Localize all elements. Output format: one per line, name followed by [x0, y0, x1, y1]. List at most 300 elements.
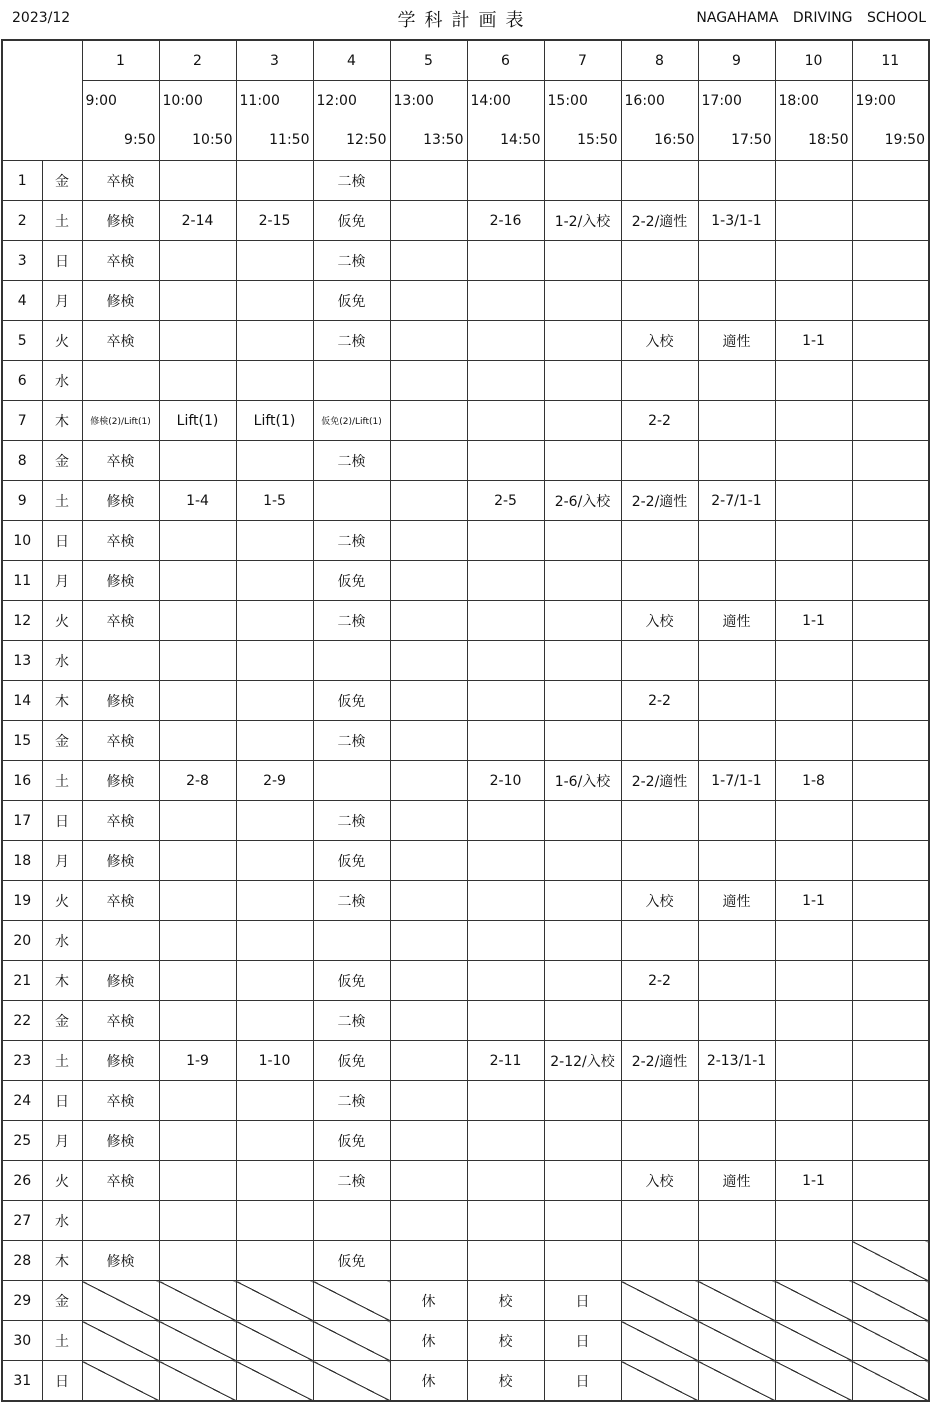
lesson-cell	[236, 801, 313, 841]
day-row	[2, 481, 929, 521]
lesson-cell	[236, 561, 313, 601]
lesson-cell	[159, 721, 236, 761]
period-start-time: 9:00	[85, 93, 117, 109]
struck-out-cell	[698, 1321, 775, 1361]
page-header	[0, 0, 930, 38]
lesson-cell	[467, 161, 544, 201]
lesson-cell	[313, 921, 390, 961]
lesson-cell	[236, 441, 313, 481]
lesson-cell	[82, 641, 159, 681]
period-number: 4	[313, 40, 390, 81]
lesson-cell: 2-2	[621, 401, 698, 441]
lesson-cell: 二検	[313, 241, 390, 281]
day-of-week: 金	[42, 1001, 82, 1041]
lesson-cell: 2-11	[467, 1041, 544, 1081]
day-of-week: 水	[42, 921, 82, 961]
lesson-cell	[467, 321, 544, 361]
period-end-time: 12:50	[346, 132, 387, 148]
day-number: 11	[2, 561, 42, 601]
lesson-cell	[390, 201, 467, 241]
lesson-cell	[467, 1081, 544, 1121]
lesson-cell	[698, 641, 775, 681]
lesson-cell	[852, 241, 929, 281]
lesson-cell	[621, 161, 698, 201]
day-number: 30	[2, 1321, 42, 1361]
lesson-cell	[390, 441, 467, 481]
struck-out-cell	[698, 1281, 775, 1321]
lesson-cell	[621, 721, 698, 761]
lesson-cell	[698, 1001, 775, 1041]
day-of-week: 木	[42, 1241, 82, 1281]
lesson-cell	[775, 1121, 852, 1161]
period-start-time: 18:00	[778, 93, 819, 109]
day-number: 24	[2, 1081, 42, 1121]
period-number: 11	[852, 40, 929, 81]
lesson-cell: 修検(2)/Lift(1)	[82, 401, 159, 441]
lesson-cell	[236, 961, 313, 1001]
lesson-cell: 二検	[313, 321, 390, 361]
lesson-cell: 1-9	[159, 1041, 236, 1081]
lesson-cell	[698, 1081, 775, 1121]
lesson-cell	[390, 1161, 467, 1201]
lesson-cell	[544, 881, 621, 921]
day-number: 10	[2, 521, 42, 561]
lesson-cell	[621, 641, 698, 681]
lesson-cell: 2-5	[467, 481, 544, 521]
day-row	[2, 201, 929, 241]
lesson-cell: 休	[390, 1281, 467, 1321]
lesson-cell: 修検	[82, 961, 159, 1001]
lesson-cell: 校	[467, 1281, 544, 1321]
lesson-cell	[159, 241, 236, 281]
lesson-cell	[467, 241, 544, 281]
period-time	[852, 81, 929, 161]
lesson-cell: 卒検	[82, 521, 159, 561]
lesson-cell	[775, 561, 852, 601]
lesson-cell: 2-2/適性	[621, 761, 698, 801]
lesson-cell: 2-2/適性	[621, 1041, 698, 1081]
period-end-time: 10:50	[192, 132, 233, 148]
lesson-cell	[467, 721, 544, 761]
struck-out-cell	[852, 1281, 929, 1321]
lesson-cell	[698, 441, 775, 481]
lesson-cell	[82, 921, 159, 961]
lesson-cell: 修検	[82, 1041, 159, 1081]
period-time	[698, 81, 775, 161]
lesson-cell	[852, 681, 929, 721]
lesson-cell	[852, 601, 929, 641]
lesson-cell	[390, 321, 467, 361]
lesson-cell	[390, 841, 467, 881]
lesson-cell	[698, 681, 775, 721]
day-number: 20	[2, 921, 42, 961]
period-time	[236, 81, 313, 161]
lesson-cell: 二検	[313, 441, 390, 481]
day-number: 21	[2, 961, 42, 1001]
lesson-cell	[159, 521, 236, 561]
lesson-cell: 日	[544, 1361, 621, 1402]
lesson-cell	[159, 1081, 236, 1121]
lesson-cell: 修検	[82, 1241, 159, 1281]
lesson-cell	[698, 361, 775, 401]
day-row	[2, 561, 929, 601]
lesson-cell: 二検	[313, 721, 390, 761]
lesson-cell: 二検	[313, 801, 390, 841]
lesson-cell	[544, 441, 621, 481]
lesson-cell	[775, 961, 852, 1001]
lesson-cell	[775, 921, 852, 961]
lesson-cell: 修検	[82, 281, 159, 321]
struck-out-cell	[82, 1281, 159, 1321]
day-number: 7	[2, 401, 42, 441]
school-name: NAGAHAMA DRIVING SCHOOL	[696, 10, 926, 26]
day-number: 3	[2, 241, 42, 281]
period-start-time: 11:00	[239, 93, 280, 109]
day-of-week: 月	[42, 561, 82, 601]
lesson-cell: 適性	[698, 881, 775, 921]
page-title: 学科計画表	[397, 10, 533, 31]
lesson-cell	[467, 1121, 544, 1161]
lesson-cell	[775, 841, 852, 881]
day-of-week: 金	[42, 1281, 82, 1321]
day-number: 22	[2, 1001, 42, 1041]
struck-out-cell	[313, 1281, 390, 1321]
lesson-cell	[159, 1241, 236, 1281]
lesson-cell: 仮免	[313, 1121, 390, 1161]
period-number: 10	[775, 40, 852, 81]
lesson-cell: 日	[544, 1321, 621, 1361]
day-of-week: 日	[42, 1361, 82, 1402]
day-row	[2, 161, 929, 201]
lesson-cell	[236, 841, 313, 881]
day-number: 14	[2, 681, 42, 721]
lesson-cell	[159, 1121, 236, 1161]
lesson-cell: 修検	[82, 481, 159, 521]
lesson-cell	[467, 521, 544, 561]
lesson-cell	[544, 961, 621, 1001]
lesson-cell	[852, 1161, 929, 1201]
lesson-cell	[852, 881, 929, 921]
lesson-cell: 二検	[313, 1081, 390, 1121]
lesson-cell: 仮免(2)/Lift(1)	[313, 401, 390, 441]
period-number: 6	[467, 40, 544, 81]
lesson-cell: 二検	[313, 601, 390, 641]
day-row	[2, 881, 929, 921]
day-row	[2, 401, 929, 441]
lesson-cell: 1-1	[775, 881, 852, 921]
lesson-cell	[775, 1001, 852, 1041]
lesson-cell	[852, 441, 929, 481]
period-end-time: 18:50	[808, 132, 849, 148]
struck-out-cell	[775, 1361, 852, 1402]
lesson-cell	[390, 361, 467, 401]
lesson-cell	[390, 1241, 467, 1281]
lesson-cell	[544, 921, 621, 961]
lesson-cell	[544, 1121, 621, 1161]
day-number: 27	[2, 1201, 42, 1241]
day-of-week: 土	[42, 761, 82, 801]
lesson-cell	[775, 201, 852, 241]
lesson-cell	[390, 1001, 467, 1041]
lesson-cell	[852, 1121, 929, 1161]
lesson-cell	[467, 641, 544, 681]
day-number: 15	[2, 721, 42, 761]
lesson-cell: 2-15	[236, 201, 313, 241]
lesson-cell: 修検	[82, 1121, 159, 1161]
period-number: 9	[698, 40, 775, 81]
lesson-cell	[852, 641, 929, 681]
lesson-cell	[621, 281, 698, 321]
lesson-cell	[390, 561, 467, 601]
period-end-time: 17:50	[731, 132, 772, 148]
lesson-cell	[698, 801, 775, 841]
lesson-cell	[698, 961, 775, 1001]
struck-out-cell	[236, 1321, 313, 1361]
lesson-cell	[852, 841, 929, 881]
period-end-time: 13:50	[423, 132, 464, 148]
lesson-cell	[467, 281, 544, 321]
lesson-cell: 入校	[621, 881, 698, 921]
lesson-cell: 2-2	[621, 681, 698, 721]
day-of-week: 木	[42, 681, 82, 721]
day-of-week: 金	[42, 441, 82, 481]
lesson-cell	[236, 281, 313, 321]
lesson-cell	[467, 1201, 544, 1241]
lesson-cell	[852, 201, 929, 241]
lesson-cell	[390, 161, 467, 201]
lesson-cell: 卒検	[82, 1001, 159, 1041]
lesson-cell	[467, 921, 544, 961]
lesson-cell	[775, 161, 852, 201]
day-number: 17	[2, 801, 42, 841]
lesson-cell	[159, 441, 236, 481]
day-number: 6	[2, 361, 42, 401]
lesson-cell	[775, 721, 852, 761]
lesson-cell	[852, 921, 929, 961]
day-of-week: 火	[42, 321, 82, 361]
lesson-cell	[544, 1161, 621, 1201]
lesson-cell: 休	[390, 1361, 467, 1402]
day-of-week: 日	[42, 1081, 82, 1121]
lesson-cell: 2-7/1-1	[698, 481, 775, 521]
lesson-cell: 1-2/入校	[544, 201, 621, 241]
period-time-row	[2, 81, 929, 161]
lesson-cell: 適性	[698, 321, 775, 361]
lesson-cell	[159, 601, 236, 641]
lesson-cell	[852, 521, 929, 561]
day-number: 29	[2, 1281, 42, 1321]
lesson-cell: 卒検	[82, 801, 159, 841]
day-row	[2, 1281, 929, 1321]
struck-out-cell	[236, 1361, 313, 1402]
day-of-week: 水	[42, 361, 82, 401]
period-start-time: 17:00	[701, 93, 742, 109]
lesson-cell	[159, 1001, 236, 1041]
lesson-cell: 仮免	[313, 1041, 390, 1081]
lesson-cell	[544, 841, 621, 881]
lesson-cell: 1-6/入校	[544, 761, 621, 801]
lesson-cell	[390, 1121, 467, 1161]
lesson-cell	[698, 721, 775, 761]
day-row	[2, 601, 929, 641]
struck-out-cell	[313, 1361, 390, 1402]
day-of-week: 土	[42, 201, 82, 241]
lesson-cell: 仮免	[313, 681, 390, 721]
lesson-cell	[544, 1201, 621, 1241]
day-number: 18	[2, 841, 42, 881]
day-row	[2, 1041, 929, 1081]
period-number: 7	[544, 40, 621, 81]
day-row	[2, 321, 929, 361]
lesson-cell	[159, 881, 236, 921]
struck-out-cell	[852, 1361, 929, 1402]
lesson-cell	[467, 1241, 544, 1281]
lesson-cell	[775, 241, 852, 281]
corner-cell	[2, 40, 82, 161]
lesson-cell	[390, 921, 467, 961]
period-end-time: 19:50	[884, 132, 925, 148]
lesson-cell	[621, 241, 698, 281]
lesson-cell: 1-1	[775, 601, 852, 641]
period-end-time: 14:50	[500, 132, 541, 148]
lesson-cell	[390, 1081, 467, 1121]
lesson-cell	[82, 361, 159, 401]
lesson-cell: 日	[544, 1281, 621, 1321]
lesson-cell	[390, 241, 467, 281]
day-row	[2, 1241, 929, 1281]
lesson-cell	[236, 361, 313, 401]
lesson-cell: 二検	[313, 881, 390, 921]
lesson-cell: 修検	[82, 201, 159, 241]
lesson-cell	[159, 321, 236, 361]
day-row	[2, 361, 929, 401]
lesson-cell	[852, 321, 929, 361]
day-of-week: 土	[42, 481, 82, 521]
period-start-time: 15:00	[547, 93, 588, 109]
day-of-week: 木	[42, 961, 82, 1001]
lesson-cell: 2-2	[621, 961, 698, 1001]
lesson-cell	[775, 1201, 852, 1241]
lesson-cell	[467, 881, 544, 921]
lesson-cell	[236, 241, 313, 281]
lesson-cell	[544, 1001, 621, 1041]
lesson-cell: 修検	[82, 681, 159, 721]
day-row	[2, 1081, 929, 1121]
lesson-cell: 休	[390, 1321, 467, 1361]
lesson-cell	[775, 801, 852, 841]
lesson-cell	[852, 281, 929, 321]
lesson-cell	[852, 361, 929, 401]
lesson-cell	[775, 681, 852, 721]
lesson-cell	[159, 281, 236, 321]
lesson-cell	[390, 801, 467, 841]
day-number: 28	[2, 1241, 42, 1281]
lesson-cell	[390, 681, 467, 721]
period-number: 8	[621, 40, 698, 81]
lesson-cell	[852, 961, 929, 1001]
lesson-cell	[544, 401, 621, 441]
lesson-cell	[236, 921, 313, 961]
lesson-cell	[82, 1201, 159, 1241]
lesson-cell	[236, 681, 313, 721]
lesson-cell	[236, 1161, 313, 1201]
lesson-cell	[236, 1001, 313, 1041]
lesson-cell	[159, 921, 236, 961]
day-number: 8	[2, 441, 42, 481]
period-start-time: 13:00	[393, 93, 434, 109]
day-row	[2, 1001, 929, 1041]
day-row	[2, 761, 929, 801]
lesson-cell	[544, 641, 621, 681]
lesson-cell	[236, 601, 313, 641]
lesson-cell	[159, 1161, 236, 1201]
day-of-week: 月	[42, 281, 82, 321]
lesson-cell	[390, 281, 467, 321]
struck-out-cell	[621, 1361, 698, 1402]
lesson-cell	[621, 441, 698, 481]
period-time	[775, 81, 852, 161]
period-time	[390, 81, 467, 161]
lesson-cell	[313, 481, 390, 521]
day-row	[2, 841, 929, 881]
day-of-week: 日	[42, 521, 82, 561]
lesson-cell	[852, 761, 929, 801]
struck-out-cell	[159, 1281, 236, 1321]
lesson-cell: 2-13/1-1	[698, 1041, 775, 1081]
lesson-cell	[698, 1201, 775, 1241]
lesson-cell	[467, 601, 544, 641]
lesson-cell	[544, 601, 621, 641]
lesson-cell	[236, 1121, 313, 1161]
lesson-cell	[775, 481, 852, 521]
lesson-cell	[698, 561, 775, 601]
lesson-cell	[390, 601, 467, 641]
lesson-cell	[159, 801, 236, 841]
lesson-cell: 1-3/1-1	[698, 201, 775, 241]
day-row	[2, 521, 929, 561]
day-row	[2, 1201, 929, 1241]
day-row	[2, 721, 929, 761]
lesson-cell	[775, 1241, 852, 1281]
day-row	[2, 921, 929, 961]
struck-out-cell	[313, 1321, 390, 1361]
lesson-cell	[544, 361, 621, 401]
lesson-cell	[390, 721, 467, 761]
day-of-week: 金	[42, 161, 82, 201]
period-start-time: 12:00	[316, 93, 357, 109]
lesson-cell: 二検	[313, 1161, 390, 1201]
day-number: 9	[2, 481, 42, 521]
lesson-cell	[467, 841, 544, 881]
day-number: 26	[2, 1161, 42, 1201]
lesson-cell	[698, 521, 775, 561]
day-number: 13	[2, 641, 42, 681]
lesson-cell: 1-10	[236, 1041, 313, 1081]
lesson-cell	[621, 921, 698, 961]
lesson-cell	[852, 161, 929, 201]
period-end-time: 9:50	[124, 132, 156, 148]
lesson-cell: 2-16	[467, 201, 544, 241]
lesson-cell: 二検	[313, 1001, 390, 1041]
day-of-week: 月	[42, 1121, 82, 1161]
struck-out-cell	[852, 1321, 929, 1361]
lesson-cell	[775, 1041, 852, 1081]
lesson-cell: 2-2/適性	[621, 201, 698, 241]
period-time	[544, 81, 621, 161]
lesson-cell	[390, 521, 467, 561]
lesson-cell: 1-1	[775, 321, 852, 361]
period-number-row	[2, 40, 929, 81]
